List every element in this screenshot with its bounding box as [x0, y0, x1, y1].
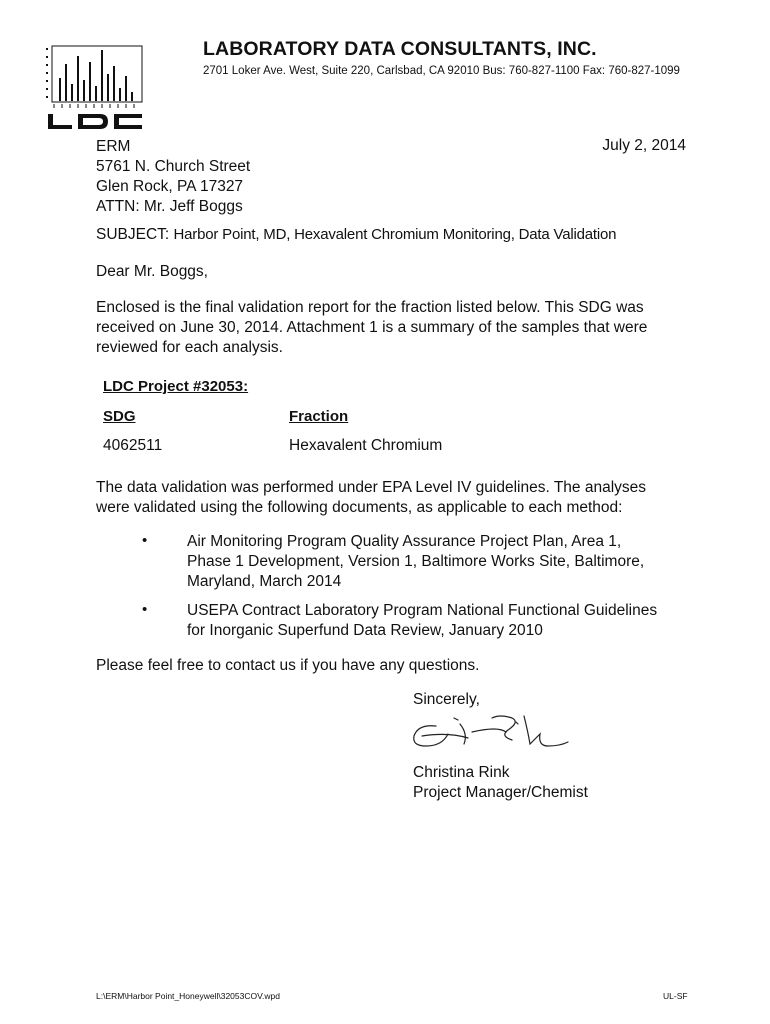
intro-paragraph	[96, 298, 696, 358]
salutation: Dear Mr. Boggs,	[96, 263, 208, 280]
paragraph-line: reviewed for each analysis.	[96, 339, 283, 356]
bullet-item	[187, 601, 687, 641]
fraction-column-header: Fraction	[289, 408, 349, 425]
bullet-line: for Inorganic Superfund Data Review, January 2010	[187, 622, 543, 639]
recipient-line: 5761 N. Church Street	[96, 158, 251, 175]
recipient-line: ERM	[96, 138, 131, 155]
bullet-marker: •	[142, 532, 148, 549]
paragraph-line: were validated using the following documents, as applicable to each method:	[96, 499, 623, 516]
paragraph-line: received on June 30, 2014. Attachment 1 is a summary of the samples that were	[96, 319, 648, 336]
signer-name: Christina Rink	[413, 764, 510, 781]
sign-off: Sincerely,	[413, 691, 480, 708]
bullet-item	[187, 532, 687, 592]
recipient-line: ATTN: Mr. Jeff Boggs	[96, 198, 243, 215]
company-name: LABORATORY DATA CONSULTANTS, INC.	[203, 38, 597, 60]
subject-line	[96, 226, 616, 244]
signer-block	[413, 763, 588, 803]
bullet-marker: •	[142, 601, 148, 618]
recipient-address	[96, 137, 250, 217]
fraction-value: Hexavalent Chromium	[289, 437, 443, 454]
validation-paragraph	[96, 478, 696, 518]
paragraph-line: Enclosed is the final validation report for the fraction listed below. This SDG was	[96, 299, 644, 316]
letter-date: July 2, 2014	[602, 137, 686, 154]
footer-code: UL-SF	[663, 991, 688, 1001]
footer-file-path: L:\ERM\Harbor Point_Honeywell\32053COV.wpd	[96, 991, 280, 1001]
company-address: 2701 Loker Ave. West, Suite 220, Carlsbad, CA 92010 Bus: 760-827-1100 Fax: 760-827-1099	[203, 65, 680, 77]
recipient-line: Glen Rock, PA 17327	[96, 178, 244, 195]
sdg-column-header: SDG	[103, 408, 136, 425]
bullet-line: USEPA Contract Laboratory Program National Functional Guidelines	[187, 602, 658, 619]
subject-label: SUBJECT:	[96, 226, 170, 243]
subject-text: Harbor Point, MD, Hexavalent Chromium Monitoring, Data Validation	[173, 226, 617, 243]
bullet-line: Phase 1 Development, Version 1, Baltimore Works Site, Baltimore,	[187, 553, 645, 570]
sdg-value: 4062511	[103, 437, 163, 454]
bullet-line: Maryland, March 2014	[187, 573, 342, 590]
closing-sentence: Please feel free to contact us if you have any questions.	[96, 657, 480, 674]
bullet-line: Air Monitoring Program Quality Assurance Project Plan, Area 1,	[187, 533, 622, 550]
handwritten-signature	[408, 712, 573, 762]
ldc-logo	[46, 44, 146, 134]
project-heading: LDC Project #32053:	[103, 378, 249, 395]
signer-title: Project Manager/Chemist	[413, 784, 588, 801]
paragraph-line: The data validation was performed under EPA Level IV guidelines. The analyses	[96, 479, 647, 496]
